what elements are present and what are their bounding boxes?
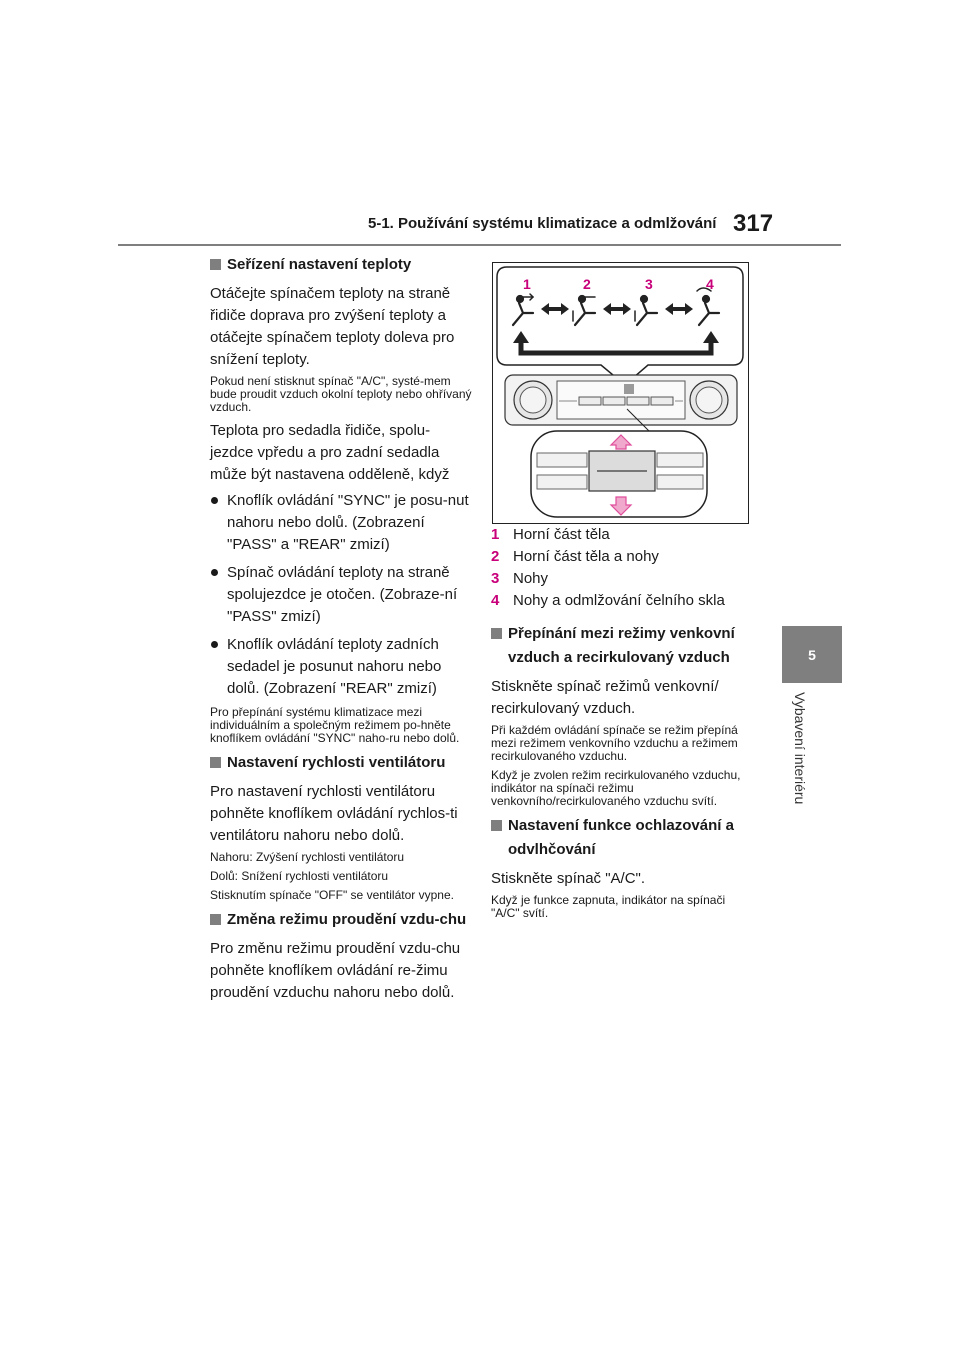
page-number: 317 [733,210,774,237]
callout-number: 3 [645,276,653,292]
bullet-item: Spínač ovládání teploty na straně spolujezdce je otočen. (Zobraze-ní "PASS" zmizí) [210,562,472,628]
callout-number: 4 [706,276,714,292]
callout-number: 1 [523,276,531,292]
chapter-tab[interactable] [782,626,842,683]
side-switch [657,475,703,489]
square-bullet-icon [210,259,221,270]
panel-switch[interactable] [603,397,625,405]
callout-number: 2 [583,276,591,292]
note-text: Dolů: Snížení rychlosti ventilátoru [210,869,389,883]
right-column [491,524,753,926]
airflow-mode-list [491,524,753,612]
header-title: 5-1. Používání systému klimatizace a odmlžování [368,215,717,232]
note-text: Pokud není stisknut spínač "A/C", systé-mem bude proudit vzduch okolní teploty nebo ohřívaný vzduch. [210,374,472,414]
body-text: Pro nastavení rychlosti ventilátoru pohněte knoflíkem ovládání rychlos-ti ventilátoru nahoru nebo dolů. [210,783,458,844]
panel-switch[interactable] [579,397,601,405]
list-item: 1 Horní část těla [491,526,610,543]
panel-switch[interactable] [627,397,649,405]
body-text: Otáčejte spínačem teploty na straně řidiče doprava pro zvýšení teploty a otáčejte spínačem teploty doleva pro snížení teploty. [210,285,455,368]
bullet-dot-icon [211,641,218,648]
note-text: Když je zvolen režim recirkulovaného vzduchu, indikátor na spínači režimu venkovního/recirkulovaného vzduchu svítí. [491,768,741,808]
body-text: Stiskněte spínač režimů venkovní/ recirkulovaný vzduch. [491,678,719,717]
body-text: Stiskněte spínač "A/C". [491,870,646,887]
chapter-number: 5 [808,646,816,663]
bullet-dot-icon [211,497,218,504]
right-knob-inner [696,387,722,413]
bullet-dot-icon [211,569,218,576]
section-heading-fan-speed: Nastavení rychlosti ventilátoru [210,751,472,775]
highlight-marker [624,384,634,394]
square-bullet-icon [491,820,502,831]
side-switch [537,453,587,467]
note-text: Při každém ovládání spínače se režim přepíná mezi režimem venkovního vzduchu a režimem recirkulovaného vzduchu. [491,723,738,763]
list-item: 3 Nohy [491,570,549,587]
note-text: Když je funkce zapnuta, indikátor na spínači "A/C" svítí. [491,893,726,920]
left-knob-inner [520,387,546,413]
square-bullet-icon [210,914,221,925]
left-column [210,253,472,1008]
list-item: 4 Nohy a odmlžování čelního skla [491,592,725,609]
panel-switch[interactable] [651,397,673,405]
note-text: Pro přepínání systému klimatizace mezi individuálním a společným režimem po-hněte knoflíkem ovládání "SYNC" naho-ru nebo dolů. [210,705,460,745]
chapter-label: Vybavení interiéru [792,692,808,805]
section-heading-recirculation: Přepínání mezi režimy venkovní vzduch a recirkulovaný vzduch [491,622,753,670]
header-rule [118,244,841,246]
body-text: Teplota pro sedadla řidiče, spolu-jezdce vpředu a pro zadní sedadla může být nastavena odděleně, když [210,422,450,483]
square-bullet-icon [210,757,221,768]
section-heading-airflow-mode: Změna režimu proudění vzdu-chu [210,908,472,932]
side-switch [657,453,703,467]
list-item: 2 Horní část těla a nohy [491,548,659,565]
airflow-mode-figure [492,262,749,524]
bullet-item: Knoflík ovládání teploty zadních sedadel je posunut nahoru nebo dolů. (Zobrazení "REAR" zmizí) [210,634,472,700]
bullet-item: Knoflík ovládání "SYNC" je posu-nut nahoru nebo dolů. (Zobrazení "PASS" a "REAR" zmizí) [210,490,472,556]
square-bullet-icon [491,628,502,639]
section-heading-cooling: Nastavení funkce ochlazování a odvlhčování [491,814,753,862]
airflow-diagram-svg [493,263,748,523]
note-text: Nahoru: Zvýšení rychlosti ventilátoru [210,850,405,864]
body-text: Pro změnu režimu proudění vzdu-chu pohněte knoflíkem ovládání re-žimu proudění vzduchu nahoru nebo dolů. [210,940,461,1001]
note-text: Stisknutím spínače "OFF" se ventilátor vypne. [210,888,454,902]
section-heading-temperature: Seřízení nastavení teploty [210,253,472,277]
side-switch [537,475,587,489]
